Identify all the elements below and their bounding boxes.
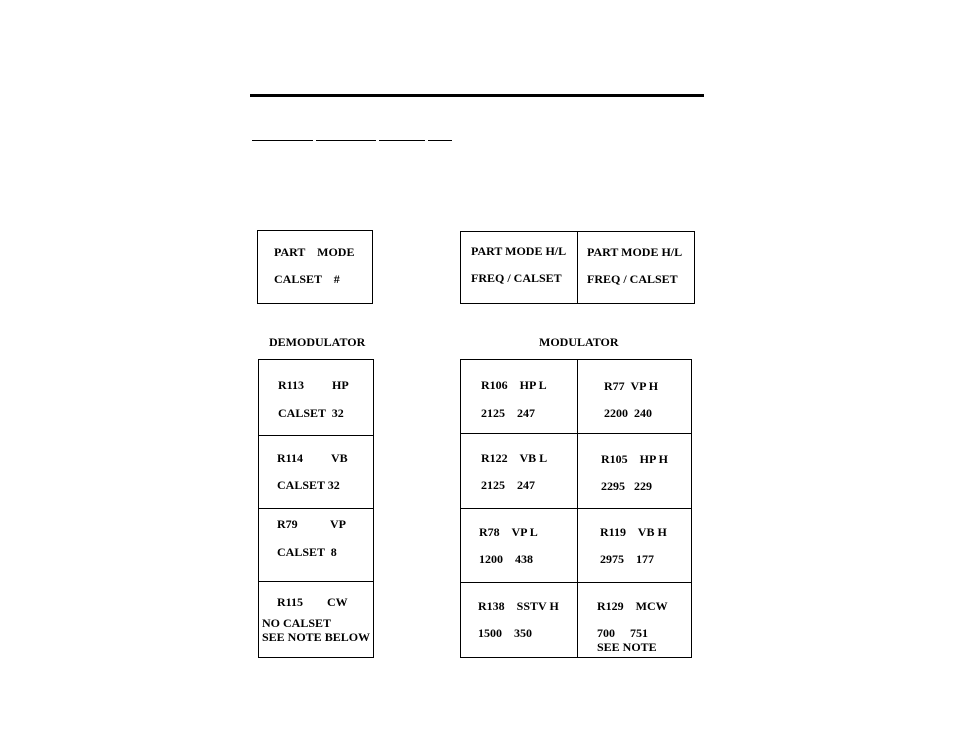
demod-row-divider-1 [258, 435, 374, 436]
demod-1-part: R113 [278, 378, 305, 392]
demodulator-heading: DEMODULATOR [269, 335, 366, 349]
mod-right-4-line2: 700 751 [597, 626, 648, 640]
mod-right-3-line1: R119 VB H [600, 525, 667, 539]
top-rule [250, 94, 704, 97]
mod-row-divider-2 [460, 508, 692, 509]
demod-3-part: R79 [277, 517, 298, 531]
mod-left-3-line2: 1200 438 [479, 552, 533, 566]
demod-1-mode: HP [332, 378, 349, 392]
demod-2-value: CALSET 32 [277, 478, 340, 492]
underline-2 [316, 140, 376, 141]
demod-4-note1: NO CALSET [262, 616, 332, 630]
legend-box-divider [577, 231, 578, 304]
mod-right-4-line1: R129 MCW [597, 599, 668, 613]
mod-left-3-line1: R78 VP L [479, 525, 538, 539]
demod-1-value: CALSET 32 [278, 406, 344, 420]
demod-3-mode: VP [330, 517, 346, 531]
mod-right-2-line1: R105 HP H [601, 452, 669, 466]
demod-row-divider-2 [258, 508, 374, 509]
demod-row-divider-3 [258, 581, 374, 582]
mod-left-1-line2: 2125 247 [481, 406, 535, 420]
underline-3 [379, 140, 425, 141]
demod-4-mode: CW [327, 595, 348, 609]
legend-right-a-line2: FREQ / CALSET [471, 271, 562, 285]
underline-1 [252, 140, 313, 141]
mod-left-4-line2: 1500 350 [478, 626, 532, 640]
mod-row-divider-3 [460, 582, 692, 583]
demod-4-note2: SEE NOTE BELOW [262, 630, 371, 644]
mod-right-2-line2: 2295 229 [601, 479, 652, 493]
demod-3-value: CALSET 8 [277, 545, 337, 559]
demod-4-part: R115 [277, 595, 304, 609]
mod-left-4-line1: R138 SSTV H [478, 599, 559, 613]
modulator-heading: MODULATOR [539, 335, 619, 349]
underline-4 [428, 140, 452, 141]
mod-row-divider-1 [460, 433, 692, 434]
mod-left-2-line2: 2125 247 [481, 478, 535, 492]
legend-left-line1: PART MODE [274, 245, 355, 259]
legend-right-a-line1: PART MODE H/L [471, 244, 567, 258]
mod-left-1-line1: R106 HP L [481, 378, 547, 392]
mod-right-4-line3: SEE NOTE [597, 640, 657, 654]
demod-2-mode: VB [331, 451, 348, 465]
legend-right-b-line1: PART MODE H/L [587, 245, 683, 259]
legend-left-line2: CALSET # [274, 272, 340, 286]
mod-right-1-line2: 2200 240 [604, 406, 652, 420]
mod-left-2-line1: R122 VB L [481, 451, 548, 465]
demod-2-part: R114 [277, 451, 304, 465]
mod-right-3-line2: 2975 177 [600, 552, 654, 566]
legend-right-b-line2: FREQ / CALSET [587, 272, 678, 286]
legend-box-left [257, 230, 373, 304]
mod-right-1-line1: R77 VP H [604, 379, 659, 393]
